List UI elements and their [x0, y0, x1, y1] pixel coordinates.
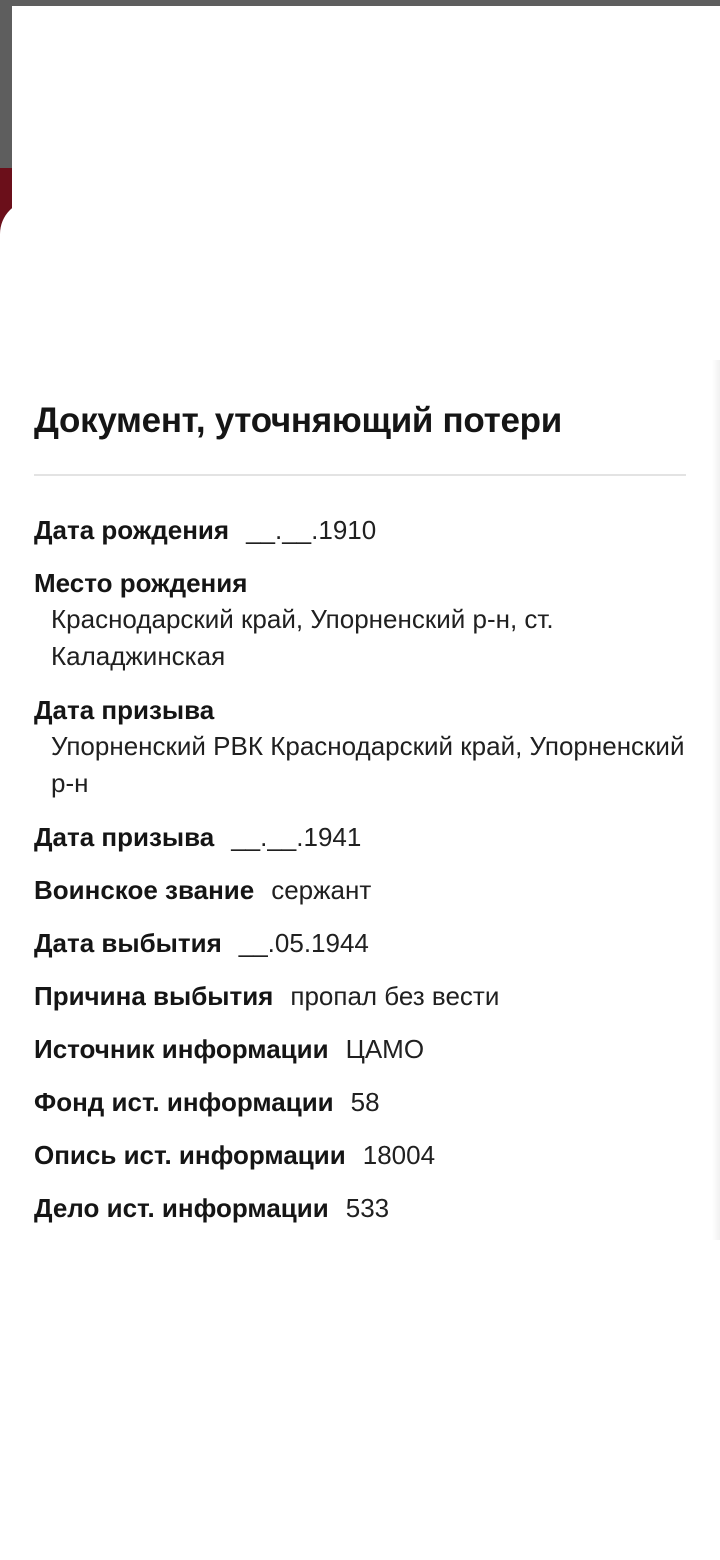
field-value: сержант	[271, 875, 372, 905]
field-value: 58	[350, 1087, 380, 1117]
field-label: Дата призыва	[34, 695, 215, 725]
field-value: ЦАМО	[345, 1034, 425, 1064]
field-departure-date	[34, 925, 686, 961]
field-label: Дата выбытия	[34, 928, 222, 958]
field-info-fond	[34, 1084, 686, 1120]
field-value: пропал без вести	[290, 981, 500, 1011]
field-label: Причина выбытия	[34, 981, 274, 1011]
dialog-sheet-edge	[712, 360, 720, 1240]
field-value: 533	[345, 1193, 390, 1223]
field-info-source	[34, 1031, 686, 1067]
field-departure-reason	[34, 978, 686, 1014]
field-value: __.05.1944	[238, 928, 369, 958]
field-birth-place	[34, 565, 686, 675]
field-value: Упорненский РВК Краснодарский край, Упорненский р-н	[51, 731, 685, 798]
field-conscription-date	[34, 819, 686, 855]
dialog-content	[34, 398, 686, 1243]
field-label: Дело ист. информации	[34, 1193, 329, 1223]
title-divider	[34, 474, 686, 476]
field-info-opis	[34, 1137, 686, 1173]
field-conscription-office	[34, 692, 686, 802]
field-birth-date	[34, 512, 686, 548]
field-label: Источник информации	[34, 1034, 329, 1064]
field-value: __.__.1910	[246, 515, 377, 545]
field-info-delo	[34, 1190, 686, 1226]
field-label: Опись ист. информации	[34, 1140, 346, 1170]
field-value: Краснодарский край, Упорненский р-н, ст. Каладжинская	[51, 604, 554, 671]
field-label: Дата призыва	[34, 822, 215, 852]
dialog-title: Документ, уточняющий потери	[34, 401, 562, 440]
field-label: Дата рождения	[34, 515, 230, 545]
field-value: __.__.1941	[231, 822, 362, 852]
field-label: Фонд ист. информации	[34, 1087, 334, 1117]
field-label: Место рождения	[34, 568, 248, 598]
dialog-sheet-corner	[0, 200, 720, 350]
field-military-rank	[34, 872, 686, 908]
field-label: Воинское звание	[34, 875, 255, 905]
record-fields	[34, 512, 686, 1226]
field-value: 18004	[362, 1140, 436, 1170]
